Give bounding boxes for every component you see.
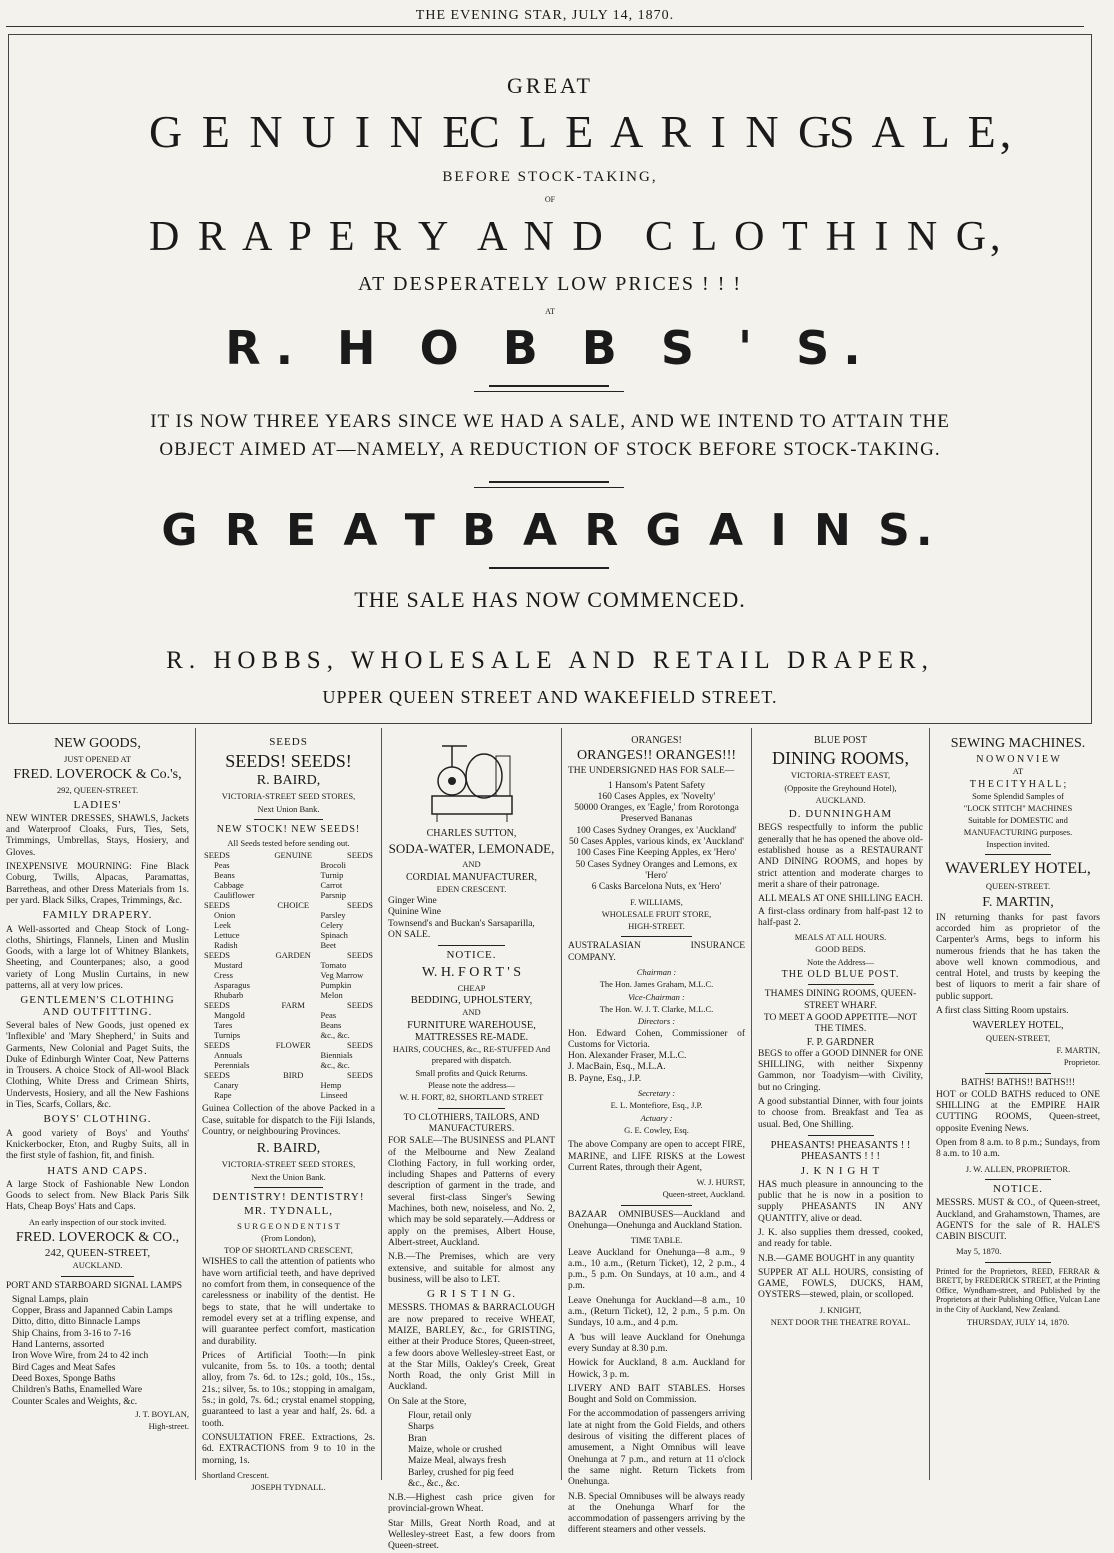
ad-before-stocktaking: BEFORE STOCK-TAKING,	[442, 169, 658, 185]
omnibus-heading: BAZAAR OMNIBUSES—Auckland and Onehunga—Onehunga and Auckland Station.	[568, 1209, 745, 1231]
at-word: AT	[1012, 766, 1024, 777]
seeds-word: SEEDS	[347, 950, 373, 961]
divider	[254, 819, 323, 820]
ad-rule-2	[474, 391, 624, 392]
lamp-list-item: Signal Lamps, plain	[12, 1294, 89, 1305]
seed-row	[202, 860, 375, 870]
column-oranges-insurance	[562, 728, 752, 1536]
seed-item: Cabbage	[214, 880, 244, 891]
seed-item: Mangold	[214, 1010, 245, 1021]
divider	[61, 1276, 134, 1277]
furniture-warehouse: FURNITURE WAREHOUSE,	[407, 1019, 536, 1031]
on-sale-store: On Sale at the Store,	[388, 1396, 467, 1407]
seed-row	[202, 960, 375, 970]
domestic: Suitable for DOMESTIC and MANUFACTURING purposes.	[963, 815, 1073, 837]
boylan-sign: J. T. BOYLAN,	[135, 1408, 189, 1419]
seed-row	[202, 1090, 375, 1100]
martin-name: F. MARTIN,	[982, 894, 1054, 910]
from-london: (From London),	[261, 1232, 316, 1243]
dentist-address: Shortland Crescent.	[202, 1469, 270, 1480]
seed-item: Asparagus	[214, 980, 250, 991]
actuary-label: Actuary :	[640, 1112, 673, 1123]
cordial-manufacturer: CORDIAL MANUFACTURER,	[405, 871, 538, 883]
header-rule	[6, 26, 1084, 27]
firm-name: FRED. LOVEROCK & Co.'s,	[13, 767, 182, 783]
gardner-dinner: A good substantial Dinner, with four joints to choose from. Breakfast and Tea as usual. Bed, One Shilling.	[758, 1097, 923, 1130]
restuffed: HAIRS, COUCHES, &c., RE-STUFFED And prepared with dispatch.	[392, 1044, 551, 1066]
secretary-label: Secretary :	[637, 1088, 676, 1099]
inspection-invited: An early inspection of our stock invited.	[28, 1216, 167, 1227]
vice-label: Vice-Chairman :	[628, 991, 685, 1002]
time-table: TIME TABLE.	[630, 1235, 683, 1246]
star-mills: Star Mills, Great North Road, and at Wellesley-street East, a few doors from Queen-street.	[388, 1518, 555, 1552]
newspaper-title: THE EVENING STAR, JULY 14, 1870.	[415, 8, 675, 23]
blue-post-title: BLUE POST	[813, 735, 868, 746]
martin-text: IN returning thanks for past favors accorded him as proprietor of the Carpenter's Arms, begs to inform his numerous friends that he has taken the above well known commodious, and central Hotel, and trusts by keeping the best of liquors to merit a fair share of public support.	[936, 912, 1100, 1002]
seed-row	[202, 920, 375, 930]
ad-sale-commenced: THE SALE HAS NOW COMMENCED.	[354, 587, 746, 612]
just-opened: JUST OPENED AT	[64, 754, 131, 764]
guinea-collection: Guinea Collection of the above Packed in a Case, suitable for dispatch to the Fiji Islands, Country, or neighbouring Provinces.	[202, 1104, 375, 1138]
seed-group-label: BIRD	[283, 1070, 304, 1081]
seed-item: Cauliflower	[214, 890, 255, 901]
seed-item: Turnip	[320, 870, 344, 881]
divider	[985, 1073, 1051, 1074]
seed-item: &c., &c.	[320, 1060, 350, 1071]
soda-water: SODA-WATER, LEMONADE,	[388, 841, 555, 857]
meals-all-hours: MEALS AT ALL HOURS.	[794, 932, 887, 943]
dunningham-text: BEGS respectfully to inform the public generally that he has opened the above old-established house as a RESTAURANT AND DINING ROOMS, and hopes by strict attention and moderate charges to merit a share of their patronage.	[758, 823, 923, 890]
fruit-list: 1 Hansom's Patent Safety 160 Cases Apples, ex 'Novelty' 50000 Oranges, ex 'Eagle,' from Rorotonga Preserved Bananas 100 Cases Sydney Oranges, ex 'Auckland' 50 Cases Apples, various kinds, ex 'Auckland' 100 Cases Fine Keeping Apples, ex 'Hero' 50 Cases Sydney Oranges and Lemons, ex 'Hero' 6 Casks Barcelona Nuts, ex 'Hero'	[569, 780, 744, 893]
hurst-address: Queen-street, Auckland.	[662, 1189, 745, 1200]
seed-item: Biennials	[320, 1050, 353, 1061]
and-word-2: AND	[462, 1007, 481, 1018]
seed-row	[202, 1010, 375, 1020]
divider	[254, 1187, 323, 1188]
ad-para-line-1: IT IS NOW THREE YEARS SINCE WE HAD A SALE, AND WE INTEND TO ATTAIN THE	[150, 411, 950, 432]
seeds-word: SEEDS	[204, 1040, 230, 1051]
sewing-title: SEWING MACHINES.	[950, 736, 1086, 751]
seed-item: Spinach	[320, 930, 348, 941]
seed-row	[202, 910, 375, 920]
seed-row	[202, 970, 375, 980]
surgeon-dentist: S U R G E O N D E N T I S T	[237, 1220, 340, 1231]
seed-group-label: GENUINE	[274, 850, 313, 861]
note-address: Note the Address—	[806, 956, 875, 967]
inspection: Inspection invited.	[986, 839, 1050, 850]
lamp-list-item: Bird Cages and Meat Safes	[12, 1362, 116, 1373]
seeds-word: SEEDS	[347, 850, 373, 861]
seed-item: Carrot	[320, 880, 343, 891]
firm-city: AUCKLAND.	[72, 1260, 123, 1271]
seed-item: Tares	[214, 1020, 233, 1031]
baths-text: HOT or COLD BATHS reduced to ONE SHILLING at the EMPIRE HAIR CUTTING ROOMS, Queen-street, opposite Evening News.	[936, 1089, 1100, 1134]
ad-drapery: D R A P E R Y	[149, 214, 453, 260]
gardner-name: F. P. GARDNER	[806, 1036, 875, 1048]
seeds-word: SEEDS	[347, 900, 373, 911]
gents-heading: GENTLEMEN'S CLOTHING AND OUTFITTING.	[20, 994, 175, 1018]
victoria-street: VICTORIA-STREET EAST,	[790, 770, 891, 781]
seed-item: Melon	[320, 990, 343, 1001]
omnibus-6: For the accommodation of passengers arriving late at night from the Gold Fields, and others desirous of visiting the different places of amusement, a Night Omnibus will leave Onehunga at 7 p.m., and return at 11 o'clock the same night. Return Tickets from Onehunga.	[568, 1409, 745, 1488]
ad-great-bargains: G R E A T B A R G A I N S.	[161, 505, 939, 556]
small-profits: Small profits and Quick Returns.	[415, 1067, 528, 1078]
knight-name: J. K N I G H T	[800, 1164, 881, 1177]
seeds-word: SEEDS	[347, 1000, 373, 1011]
ad-hobbs-name: R. H O B B S ' S.	[225, 321, 875, 375]
seed-item: Leek	[214, 920, 231, 931]
knight-dressed: J. K. also supplies them dressed, cooked, and ready for table.	[758, 1227, 923, 1250]
family-heading: FAMILY DRAPERY.	[42, 909, 153, 922]
premises-text: N.B.—The Premises, which are very extensive, and suitable for almost any business, will be also to LET.	[388, 1252, 555, 1285]
must-date: May 5, 1870.	[956, 1246, 1002, 1257]
fort-address: W. H. FORT, 82, SHORTLAND STREET	[399, 1092, 544, 1103]
new-stock: NEW STOCK! NEW SEEDS!	[216, 823, 361, 835]
seed-item: Tomato	[320, 960, 347, 971]
seed-item: Rhubarb	[214, 990, 244, 1001]
seed-row	[202, 1060, 375, 1070]
seed-item: Linseed	[320, 1090, 348, 1101]
ad-at: AT	[545, 307, 555, 316]
ad-of: OF	[544, 195, 556, 204]
notice-heading: NOTICE.	[992, 1182, 1044, 1195]
ad-para-line-2: OBJECT AIMED AT—NAMELY, A REDUCTION OF STOCK BEFORE STOCK-TAKING.	[159, 439, 941, 460]
dentist-prices: Prices of Artificial Tooth:—In pink vulcanite, from 5s. to 10s. a tooth; dental alloy, from 7s. 6d. to 12s.; gold, 10s., 15s., 21s.; silver, 5s. to 10s.; stopping in amalgam, 5s.; in gold, 7s. 6d.; crystal enamel stopping, guaranteed to last a year and half, 2s. 6d. a tooth.	[202, 1350, 375, 1429]
ordinary: A first-class ordinary from half-past 12 to half-past 2.	[758, 906, 923, 928]
bedding: BEDDING, UPHOLSTERY,	[410, 994, 533, 1006]
seed-item: &c., &c.	[320, 1030, 350, 1041]
divider	[621, 936, 692, 937]
seed-item: Brocoli	[320, 860, 346, 871]
notice-heading: NOTICE.	[446, 949, 497, 962]
seed-item: Parsley	[320, 910, 346, 921]
firm-name-2: FRED. LOVEROCK & CO.,	[15, 1229, 180, 1245]
ad-street-address: UPPER QUEEN STREET AND WAKEFIELD STREET.	[322, 687, 778, 707]
seeds-word: SEEDS	[204, 950, 230, 961]
flour-list: Flour, retail only Sharps Bran Maize, whole or crushed Maize Meal, always fresh Barley, crushed for pig feed &c., &c., &c.	[408, 1411, 514, 1489]
ad-wholesale-draper: R. HOBBS, WHOLESALE AND RETAIL DRAPER,	[166, 647, 934, 674]
gardner-text: BEGS to offer a GOOD DINNER for ONE SHILLING, with neither Sixpenny Gammon, nor Toadyism—with Civility, but no Cringing.	[758, 1048, 923, 1093]
ad-rule-3	[489, 481, 609, 483]
column-sewing-hotel	[930, 728, 1106, 1480]
seed-item: Rape	[214, 1090, 232, 1101]
seed-item: Beans	[214, 870, 235, 881]
note-address: Please note the address—	[427, 1080, 516, 1091]
seed-item: Hemp	[320, 1080, 342, 1091]
seeds-word: SEEDS	[204, 900, 230, 911]
mourning-text: INEXPENSIVE MOURNING: Fine Black Coburg, Twills, Alpacas, Paramattas, Barretheas, and other Dress Materials from 1s. per yard. Black Silks, Crapes, Trimmings, &c.	[6, 862, 189, 906]
drinks-list: Ginger Wine Quinine Wine Townsend's and Buckan's Sarsaparilla, ON SALE.	[388, 896, 535, 941]
good-beds: GOOD BEDS.	[815, 944, 866, 955]
eden-crescent: EDEN CRESCENT.	[436, 883, 507, 894]
seed-item: Peas	[214, 860, 230, 871]
seed-groups	[202, 850, 375, 1100]
seed-item: Turnips	[214, 1030, 241, 1041]
column-dining-rooms	[752, 728, 930, 1480]
baird-next-2: Next the Union Bank.	[251, 1171, 326, 1182]
baird-store-2: VICTORIA-STREET SEED STORES,	[221, 1159, 356, 1170]
ad-rule-1	[489, 385, 609, 387]
seed-item: Onion	[214, 910, 236, 921]
auckland: AUCKLAND.	[815, 794, 866, 805]
seed-row	[202, 990, 375, 1000]
firm-address-2: 242, QUEEN-STREET,	[44, 1246, 151, 1259]
chairman: The Hon. James Graham, M.L.C.	[599, 979, 714, 990]
dentist-text: WISHES to call the attention of patients who have worn artificial teeth, and have deprived no comfort from them, in consequence of the carelessness or inability of the dentist. He begs to state, that he will undertake to remodel every set at a trifling expense, and will guarantee perfect comfort, mastication and durability.	[202, 1257, 375, 1347]
seeds-word: SEEDS	[204, 1000, 230, 1011]
omnibus-5: LIVERY AND BAIT STABLES. Horses Bought and Sold on Commission.	[568, 1383, 745, 1406]
ad-genuine: G E N U I N E	[149, 106, 475, 157]
tydnall-name: MR. TYDNALL,	[243, 1205, 334, 1218]
new-goods-title: NEW GOODS,	[54, 736, 141, 751]
seed-item: Beet	[320, 940, 337, 951]
seed-item: Annuals	[214, 1050, 243, 1061]
seed-row	[202, 940, 375, 950]
samples: Some Splendid Samples of	[972, 790, 1064, 801]
omnibus-7: N.B. Special Omnibuses will be always ready at the Onehunga Wharf for the accommodation of passengers arriving by the different steamers and other vessels.	[568, 1491, 745, 1536]
divider	[438, 945, 505, 946]
firm-address: 292, QUEEN-STREET.	[56, 785, 139, 796]
clothiers-heading: TO CLOTHIERS, TAILORS, AND MANUFACTURERS.	[403, 1112, 540, 1134]
baird-next: Next Union Bank.	[257, 803, 320, 814]
dunningham-name: D. DUNNINGHAM	[788, 808, 893, 821]
baird-name: R. BAIRD,	[256, 773, 321, 789]
lamp-list-item: Counter Scales and Weights, &c.	[12, 1396, 138, 1407]
omnibus-2: Leave Onehunga for Auckland—8 a.m., 10 a.m., (Return Ticket), 12, 2 p.m., 5 p.m. On Sundays, 10 a.m., and 4 p.m.	[568, 1295, 745, 1329]
divider	[808, 984, 874, 985]
oranges-title-1: ORANGES!	[631, 735, 682, 746]
dining-rooms-title: DINING ROOMS,	[771, 748, 909, 769]
waverley-title: WAVERLEY HOTEL,	[945, 860, 1091, 878]
knight-sign: J. KNIGHT,	[819, 1304, 862, 1315]
hats-text: A large Stock of Fashionable New London Goods to select from. New Black Paris Silk Hats, Cheap Boys' Hats and Caps.	[6, 1179, 189, 1213]
classified-columns	[0, 728, 1114, 1552]
queen-street-2: QUEEN-STREET,	[985, 1032, 1051, 1043]
seed-row	[202, 1020, 375, 1030]
seed-item: Veg Marrow	[320, 970, 364, 981]
imprint-date: THURSDAY, JULY 14, 1870.	[966, 1317, 1070, 1328]
seed-row	[202, 1050, 375, 1060]
meet-appetite: TO MEET A GOOD APPETITE—NOT THE TIMES.	[763, 1012, 918, 1035]
williams-sign: F. WILLIAMS,	[630, 896, 683, 907]
undersigned: THE UNDERSIGNED HAS FOR SALE—	[568, 766, 735, 777]
city-hall: T H E C I T Y H A L L ;	[969, 778, 1067, 790]
gents-text: Several bales of New Goods, just opened ex 'Inflexible' and 'Mary Shepherd,' in Suits and Garments, New Colonial and Paget Suits, the Duke of Edinburgh Winter Coat, New Patterns in Trousers. A choice Stock of All-wool Black Clothing, White Dress and Crimean Shirts, Undervests, Hosiery, and all the New Fashions in Ties, Scarfs, Collars, &c.	[6, 1020, 189, 1111]
baird-name-2: R. BAIRD,	[256, 1141, 321, 1157]
baird-store: VICTORIA-STREET SEED STORES,	[221, 791, 356, 802]
seed-item: Canary	[214, 1080, 239, 1091]
consultation: CONSULTATION FREE. Extractions, 2s. 6d. EXTRACTIONS from 9 to 10 in the morning, 1s.	[202, 1432, 375, 1466]
insurance-text: The above Company are open to accept FIRE, MARINE, and LIFE RISKS at the Lowest Current Rates, through their Agent,	[568, 1140, 745, 1173]
lamp-list-item: Copper, Brass and Japanned Cabin Lamps	[12, 1306, 173, 1317]
actuary: G. E. Cowley, Esq.	[624, 1124, 689, 1135]
divider	[985, 1179, 1051, 1180]
seed-row	[202, 980, 375, 990]
waverley-2: WAVERLEY HOTEL,	[972, 1020, 1064, 1032]
cheap-word: CHEAP	[457, 982, 486, 993]
boylan-street: High-street.	[148, 1421, 189, 1432]
directors-label: Directors :	[637, 1016, 676, 1027]
soda-machine-illustration	[422, 736, 522, 826]
seed-item: Beans	[320, 1020, 342, 1031]
baths-hours: Open from 8 a.m. to 8 p.m.; Sundays, from 8 a.m. to 10 a.m.	[936, 1138, 1100, 1160]
seed-group-label: FLOWER	[275, 1040, 311, 1051]
must-co-text: MESSRS. MUST & CO., of Queen-street, Auckland, and Grahamstown, Thames, are AGENTS for the sale of R. HALE'S CABIN BISCUIT.	[936, 1198, 1100, 1243]
seed-item: Pumpkin	[320, 980, 352, 991]
sitting-room: A first class Sitting Room upstairs.	[936, 1006, 1069, 1017]
gristing-text: MESSRS. THOMAS & BARRACLOUGH are now prepared to receive WHEAT, MAIZE, BARLEY, &c., for GRISTING, either at their Produce Stores, Queen-street, a few doors above Wellesley-street East, or at the Star Mills, Oakley's Creek, Great North Road, the only Grist Mill in Auckland.	[388, 1303, 555, 1393]
seeds-word: SEEDS	[204, 850, 230, 861]
seed-group-label: FARM	[281, 1000, 305, 1011]
seed-row	[202, 1030, 375, 1040]
wheat-note: N.B.—Highest cash price given for provincial-grown Wheat.	[388, 1493, 555, 1515]
divider	[985, 854, 1051, 855]
allen-proprietor: J. W. ALLEN, PROPRIETOR.	[965, 1163, 1071, 1174]
divider	[621, 1205, 692, 1206]
meals-one-shilling: ALL MEALS AT ONE SHILLING EACH.	[758, 894, 923, 905]
shortland-top: TOP OF SHORTLAND CRESCENT,	[224, 1245, 353, 1256]
seed-row	[202, 880, 375, 890]
lamp-list	[6, 1295, 189, 1408]
ad-clothing: C L O T H I N G,	[645, 214, 1005, 260]
directors: Hon. Edward Cohen, Commissioner of Customs for Victoria. Hon. Alexander Fraser, M.L.C. J. MacBain, Esq., M.L.A. B. Payne, Esq., J.P.	[568, 1028, 745, 1084]
seed-item: Lettuce	[214, 930, 240, 941]
seed-table	[202, 850, 375, 1100]
opposite-hotel: (Opposite the Greyhound Hotel),	[784, 782, 897, 793]
theatre-royal: NEXT DOOR THE THEATRE ROYAL.	[770, 1317, 911, 1328]
ad-sale: S A L E,	[829, 106, 1016, 157]
ad-and: A N D	[477, 214, 607, 260]
signal-lamps-heading: PORT AND STARBOARD SIGNAL LAMPS	[6, 1280, 183, 1291]
lamp-list-item: Ditto, ditto, ditto Binnacle Lamps	[12, 1317, 141, 1328]
lock-stitch: "LOCK STITCH" MACHINES	[963, 803, 1073, 814]
and-word: AND	[462, 859, 481, 870]
seed-item: Celery	[320, 920, 344, 931]
lamp-list-item: Children's Baths, Enamelled Ware	[12, 1385, 143, 1396]
seeds-word: SEEDS	[204, 1070, 230, 1081]
column-seeds-dentist	[196, 728, 382, 1493]
hobbs-clearing-sale-ad	[8, 34, 1092, 724]
divider	[808, 1135, 874, 1136]
seed-item: Mustard	[214, 960, 243, 971]
hurst-sign: W. J. HURST,	[696, 1177, 745, 1188]
seed-group-label: GARDEN	[275, 950, 311, 961]
seed-row	[202, 930, 375, 940]
hats-heading: HATS AND CAPS.	[47, 1164, 148, 1177]
seeds-tested: All Seeds tested before sending out.	[227, 838, 350, 849]
high-street: HIGH-STREET.	[628, 921, 685, 932]
mattresses: MATTRESSES RE-MADE.	[414, 1031, 529, 1043]
insurance-heading: AUSTRALASIAN INSURANCE COMPANY.	[568, 941, 745, 963]
seed-row	[202, 890, 375, 900]
lamp-list-item: Ship Chains, from 3-16 to 7-16	[12, 1328, 131, 1339]
ad-low-prices: AT DESPERATELY LOW PRICES ! ! !	[357, 273, 743, 295]
ad-clearing: C L E A R I N G	[469, 106, 836, 157]
lamp-list-item: Hand Lanterns, assorted	[12, 1340, 105, 1351]
proprietor: Proprietor.	[1063, 1057, 1100, 1068]
seed-item: Cress	[214, 970, 233, 981]
divider	[985, 1262, 1051, 1263]
baths-heading: BATHS! BATHS!! BATHS!!!	[960, 1077, 1075, 1088]
seeds-title-2: SEEDS! SEEDS!	[225, 751, 352, 772]
family-text: A Well-assorted and Cheap Stock of Long-cloths, Shirtings, Flannels, Linen and Muslin Goods, with a large lot of Whitney Blankets, Sheeting, and Counterpanes; also, a good variety of Long Muslin Curtains, in new patterns, all at very low prices.	[6, 924, 189, 992]
oranges-title-2: ORANGES!! ORANGES!!!	[576, 748, 737, 764]
pheasants-heading: PHEASANTS! PHEASANTS ! ! PHEASANTS ! ! !	[770, 1139, 911, 1163]
martin-2: F. MARTIN,	[1056, 1044, 1100, 1055]
ad-great: GREAT	[507, 73, 593, 98]
seed-item: Parsnip	[320, 890, 346, 901]
supper: SUPPER AT ALL HOURS, consisting of GAME, FOWLS, DUCKS, HAM, OYSTERS—stewed, plain, or scolloped.	[758, 1267, 923, 1301]
omnibus-3: A 'bus will leave Auckland for Onehunga every Sunday at 8.30 p.m.	[568, 1332, 745, 1354]
divider	[438, 1108, 505, 1109]
lamp-list-item: Deed Boxes, Sponge Baths	[12, 1373, 116, 1384]
dentistry-heading: DENTISTRY! DENTISTRY!	[212, 1190, 365, 1203]
omnibus-4: Howick for Auckland, 8 a.m. Auckland for Howick, 3 p. m.	[568, 1358, 745, 1380]
thames-dining: THAMES DINING ROOMS, QUEEN-STREET WHARF.	[764, 989, 917, 1011]
fort-name: W. H. F O R T ' S	[421, 964, 522, 980]
ad-rule-4	[474, 487, 624, 488]
now-on-view: N O W O N V I E W	[976, 754, 1060, 765]
seed-row	[202, 1080, 375, 1090]
dentist-sign: JOSEPH TYDNALL.	[251, 1482, 326, 1493]
chairman-label: Chairman :	[636, 967, 677, 978]
masthead	[0, 6, 1114, 26]
boys-text: A good variety of Boys' and Youths' Knickerbocker, Eton, and Rugby Suits, all in the first style of fashion, fit, and finish.	[6, 1128, 189, 1162]
column-sutton-fort	[382, 728, 562, 1552]
ladies-heading: LADIES'	[73, 798, 122, 811]
omnibus-1: Leave Auckland for Onehunga—8 a.m., 9 a.m., 10 a.m., (Return Ticket), 12, 2 p.m., 4 p.m., 5 p.m. On Sundays, at 10 a.m., and 4 p.m.	[568, 1247, 745, 1292]
seed-item: Radish	[214, 940, 238, 951]
secretary: E. L. Montefiore, Esq., J.P.	[610, 1100, 703, 1111]
seed-row	[202, 870, 375, 880]
vice: The Hon. W. J. T. Clarke, M.L.C.	[599, 1003, 714, 1014]
fruit-store: WHOLESALE FRUIT STORE,	[601, 908, 712, 919]
knight-text: HAS much pleasure in announcing to the public that he is now in a position to supply PHEASANTS IN ANY QUANTITY, alive or dead.	[758, 1179, 923, 1224]
old-blue-post: THE OLD BLUE POST.	[781, 969, 900, 981]
for-sale-text: FOR SALE—The BUSINESS and PLANT of the Melbourne and New Zealand Clothing Factory, in full working order, including Shapes and Patterns of every description of garment in the trade, and several first-class Singer's Sewing Machines, both new, noiseless, and No. 2, which may be sold separately.—Address or apply on the premises, Albert House, Albert-street, Auckland.	[388, 1136, 555, 1248]
printer-imprint: Printed for the Proprietors, REED, FERRAR & BRETT, by FREDERICK STREET, at the Printing Office, Wyndham-street, and Published by the Proprietors at their Publishing Office, Vulcan Lane in the City of Auckland, New Zealand.	[936, 1266, 1100, 1314]
ladies-text: NEW WINTER DRESSES, SHAWLS, Jackets and Waterproof Cloaks, Furs, Ties, Sets, Trimmings, Umbrellas, Stays, Hosiery, and Gloves.	[6, 813, 189, 858]
seeds-word: SEEDS	[347, 1040, 373, 1051]
seeds-title-1: SEEDS	[269, 736, 308, 748]
lamp-list-item: Iron Wove Wire, from 24 to 42 inch	[12, 1351, 149, 1362]
seeds-word: SEEDS	[347, 1070, 373, 1081]
gristing-heading: G R I S T I N G.	[427, 1288, 516, 1301]
seed-item: Peas	[320, 1010, 337, 1021]
queen-street: QUEEN-STREET.	[985, 881, 1051, 892]
game-bought: N.B.—GAME BOUGHT in any quantity	[758, 1253, 915, 1264]
boys-heading: BOYS' CLOTHING.	[43, 1113, 152, 1126]
seed-item: Perennials	[214, 1060, 250, 1071]
ad-rule-5	[489, 567, 609, 569]
seed-group-label: CHOICE	[277, 900, 310, 911]
column-loverock	[0, 728, 196, 1480]
sutton-name: CHARLES SUTTON,	[426, 828, 517, 839]
